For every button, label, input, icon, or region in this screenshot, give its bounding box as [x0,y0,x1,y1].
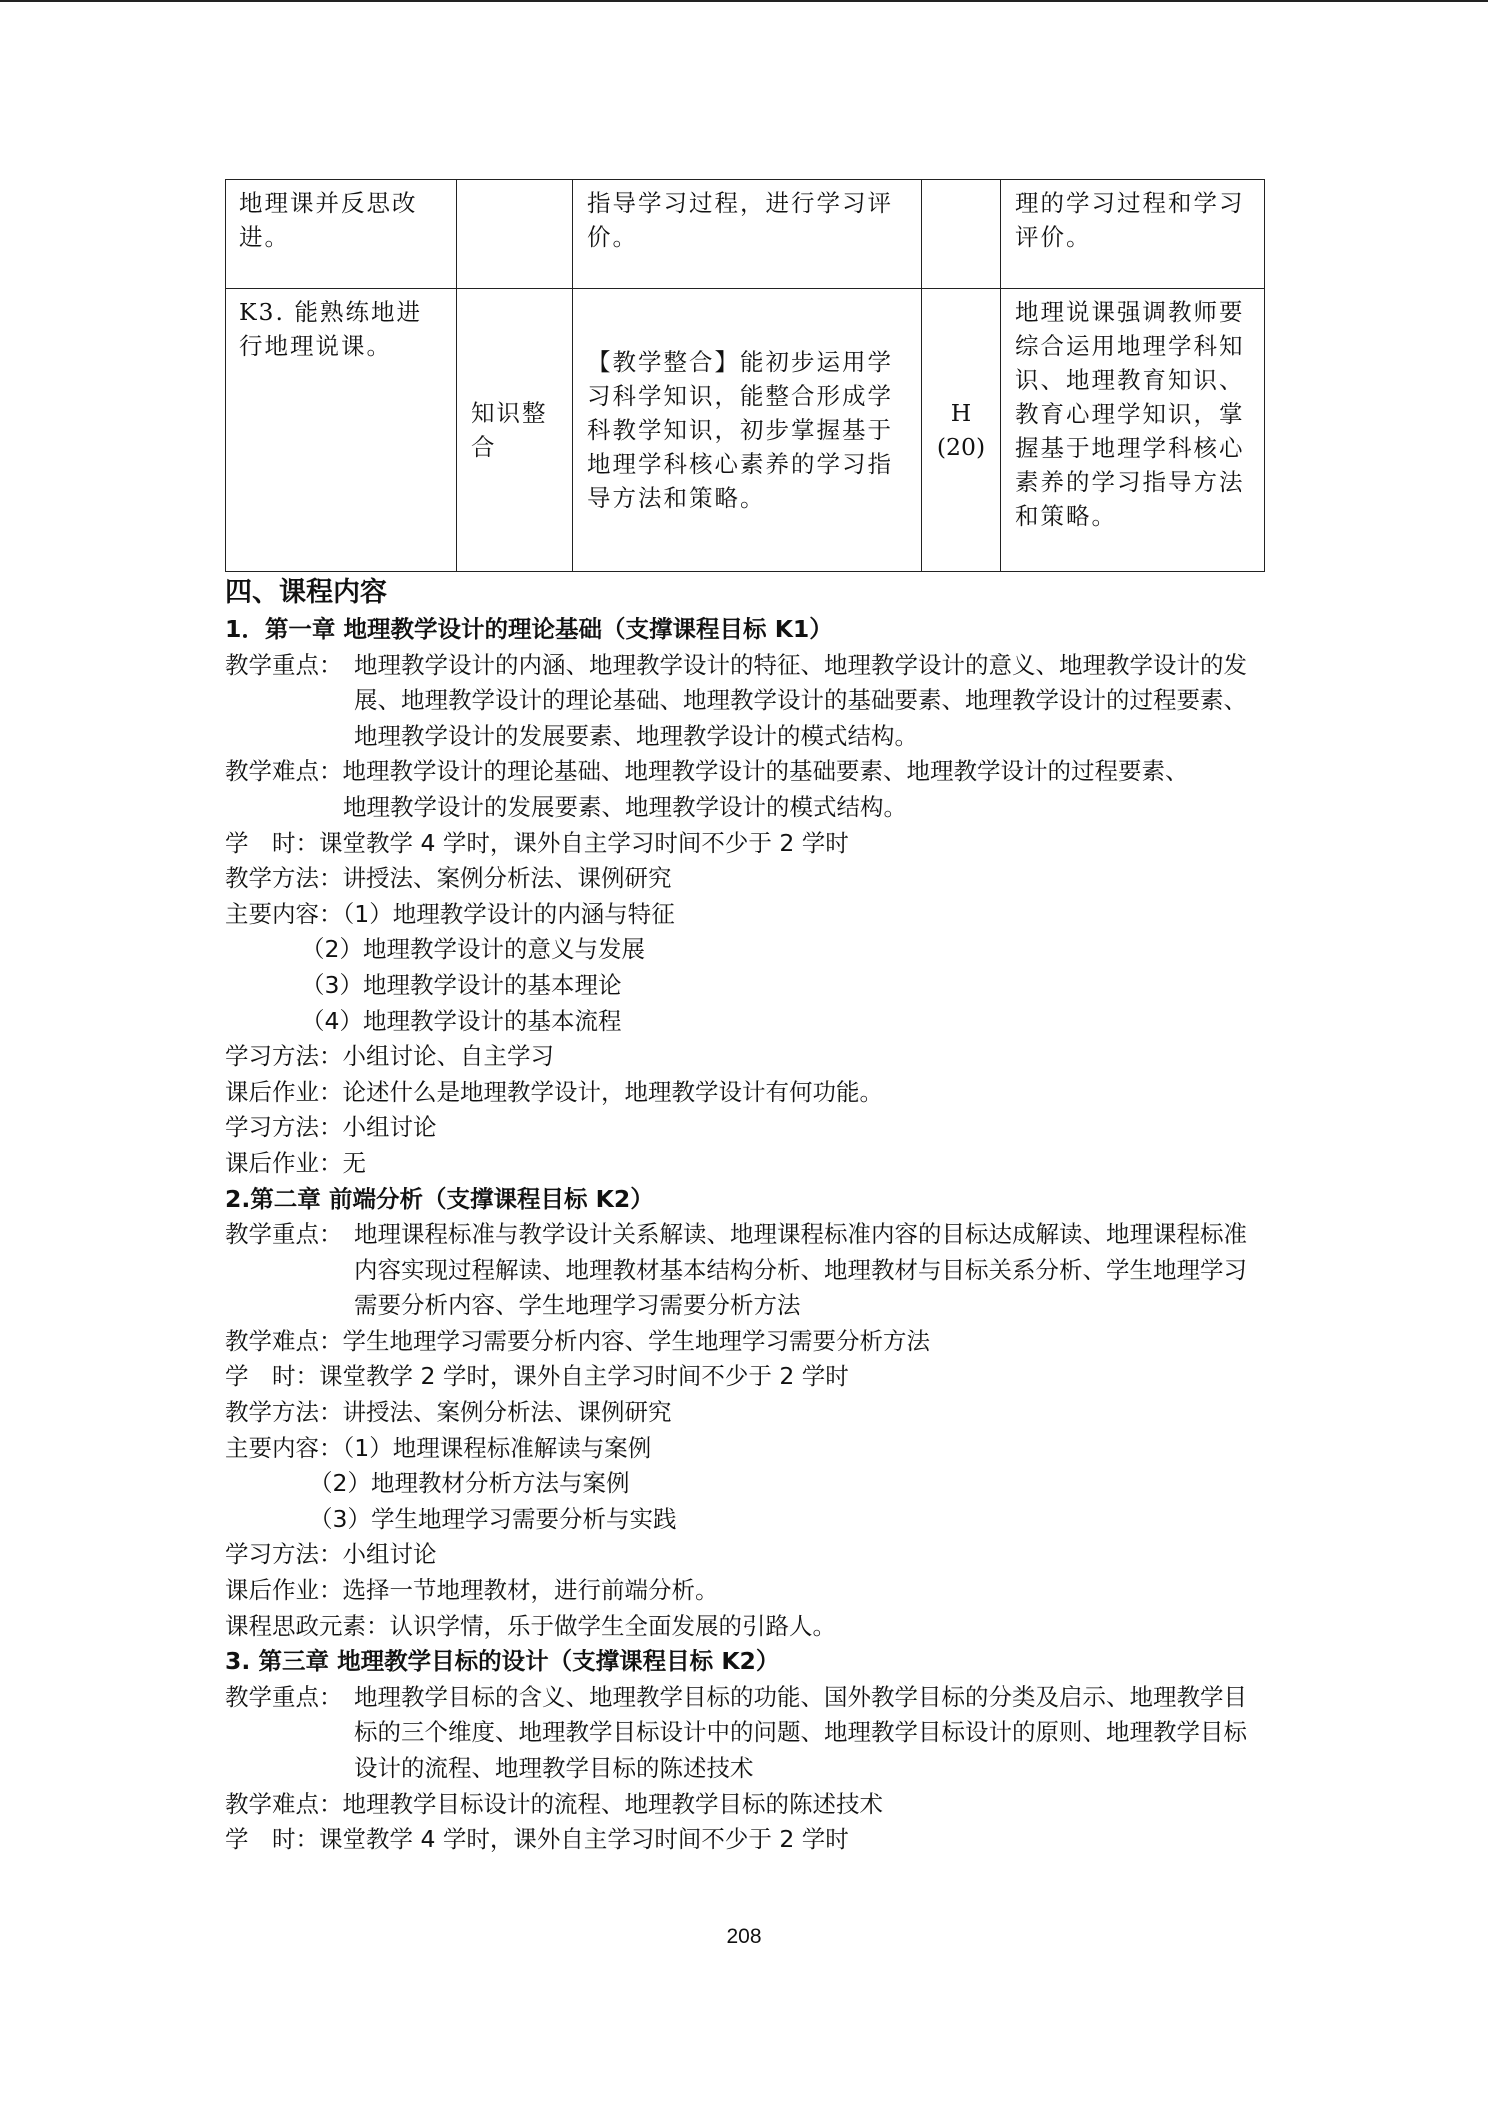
table-row [226,180,1265,289]
study-text: 小组讨论、自主学习 [342,1042,554,1071]
homework-label: 课后作业： [225,1077,343,1106]
homework-text: 无 [342,1148,366,1177]
homework-text: 论述什么是地理教学设计，地理教学设计有何功能。 [342,1077,883,1106]
difficulty-row [225,1787,1265,1823]
ideology-label: 课程思政元素： [225,1611,390,1640]
hours-row [225,1822,1265,1858]
study-label: 学习方法： [225,1113,343,1142]
focus-text: 地理教学目标的含义、地理教学目标的功能、国外教学目标的分类及启示、地理教学目标的三个维度、地理教学目标设计中的问题、地理教学目标设计的原则、地理教学目标设计的流程、地理教学目标的陈述技术 [354,1682,1247,1782]
hours-label: 学 时： [225,1825,319,1854]
study-label: 学习方法： [225,1042,343,1071]
focus-text: 地理课程标准与教学设计关系解读、地理课程标准内容的目标达成解读、地理课程标准内容实现过程解读、地理教材基本结构分析、地理教材与目标关系分析、学生地理学习需要分析内容、学生地理学习需要分析方法 [354,1220,1247,1320]
difficulty-text: 学生地理学习需要分析内容、学生地理学习需要分析方法 [342,1326,930,1355]
study-row [225,1039,1265,1075]
table-cell [922,289,1001,572]
study-row [225,1110,1265,1146]
table-cell: 指导学习过程，进行学习评价。 [573,180,922,289]
difficulty-row [225,754,1265,790]
focus-row [225,648,1265,755]
method-label: 教学方法： [225,1398,343,1427]
objectives-table [225,179,1265,572]
section-title: 四、课程内容 [225,577,387,608]
level-code: H [950,399,972,427]
chapter-title: 2.第二章 前端分析（支撑课程目标 K2） [225,1184,654,1213]
method-text: 讲授法、案例分析法、课例研究 [342,864,672,893]
focus-label: 教学重点： [225,1220,343,1249]
ideology-row [225,1609,1265,1645]
table-cell: 【教学整合】能初步运用学习科学知识，能整合形成学科教学知识，初步掌握基于地理学科核心素养的学习指导方法和策略。 [573,289,922,572]
difficulty-continued: 地理教学设计的发展要素、地理教学设计的模式结构。 [343,792,907,821]
homework-row [225,1573,1265,1609]
focus-row [225,1680,1265,1787]
level-weight: (20) [936,433,986,461]
difficulty-text: 地理教学目标设计的流程、地理教学目标的陈述技术 [342,1789,883,1818]
table-cell: 知识整合 [457,289,573,572]
hours-label: 学 时： [225,1362,319,1391]
hours-row [225,1359,1265,1395]
study-row [225,1537,1265,1573]
hours-text: 课堂教学 4 学时，课外自主学习时间不少于 2 学时 [319,1825,849,1854]
content-item: （3）学生地理学习需要分析与实践 [309,1504,677,1533]
hours-text: 课堂教学 4 学时，课外自主学习时间不少于 2 学时 [319,828,849,857]
ideology-text: 认识学情，乐于做学生全面发展的引路人。 [389,1611,836,1640]
homework-row [225,1075,1265,1111]
difficulty-row [225,1324,1265,1360]
content-item: （1）地理课程标准解读与案例 [342,1433,652,1462]
homework-row [225,1146,1265,1182]
top-border-line [0,0,1488,2]
study-label: 学习方法： [225,1540,343,1569]
content-item: （2）地理教材分析方法与案例 [309,1469,630,1498]
course-content [225,574,1265,1858]
method-row [225,861,1265,897]
homework-label: 课后作业： [225,1148,343,1177]
hours-label: 学 时： [225,828,319,857]
focus-text: 地理教学设计的内涵、地理教学设计的特征、地理教学设计的意义、地理教学设计的发展、地理教学设计的理论基础、地理教学设计的基础要素、地理教学设计的过程要素、地理教学设计的发展要素、地理教学设计的模式结构。 [354,650,1247,750]
method-label: 教学方法： [225,864,343,893]
difficulty-label: 教学难点： [225,757,343,786]
table-cell [922,180,1001,289]
study-text: 小组讨论 [342,1540,437,1569]
homework-label: 课后作业： [225,1576,343,1605]
focus-label: 教学重点： [225,650,343,679]
focus-row [225,1217,1265,1324]
difficulty-label: 教学难点： [225,1789,343,1818]
page-number: 208 [726,1925,762,1948]
method-text: 讲授法、案例分析法、课例研究 [342,1398,672,1427]
table-cell: 地理说课强调教师要综合运用地理学科知识、地理教育知识、教育心理学知识，掌握基于地理学科核心素养的学习指导方法和策略。 [1001,289,1265,572]
hours-row [225,826,1265,862]
method-row [225,1395,1265,1431]
content-item: （1）地理教学设计的内涵与特征 [342,899,675,928]
content-item: （2）地理教学设计的意义与发展 [301,935,645,964]
difficulty-text: 地理教学设计的理论基础、地理教学设计的基础要素、地理教学设计的过程要素、 [342,757,1189,786]
content-row [225,1431,1265,1467]
content-item: （3）地理教学设计的基本理论 [301,970,622,999]
table-cell: K3. 能熟练地进行地理说课。 [226,289,457,572]
content-item: （4）地理教学设计的基本流程 [301,1006,622,1035]
hours-text: 课堂教学 2 学时，课外自主学习时间不少于 2 学时 [319,1362,849,1391]
table-cell: 地理课并反思改进。 [226,180,457,289]
content-label: 主要内容： [225,1433,343,1462]
content-row [225,897,1265,933]
chapter-title: 3. 第三章 地理教学目标的设计（支撑课程目标 K2） [225,1647,780,1676]
homework-text: 选择一节地理教材，进行前端分析。 [342,1576,719,1605]
focus-label: 教学重点： [225,1682,343,1711]
difficulty-label: 教学难点： [225,1326,343,1355]
study-text: 小组讨论 [342,1113,437,1142]
table-cell: 理的学习过程和学习评价。 [1001,180,1265,289]
table-cell [457,180,573,289]
content-label: 主要内容： [225,899,343,928]
table-row [226,289,1265,572]
chapter-title: 1．第一章 地理教学设计的理论基础（支撑课程目标 K1） [225,615,833,643]
